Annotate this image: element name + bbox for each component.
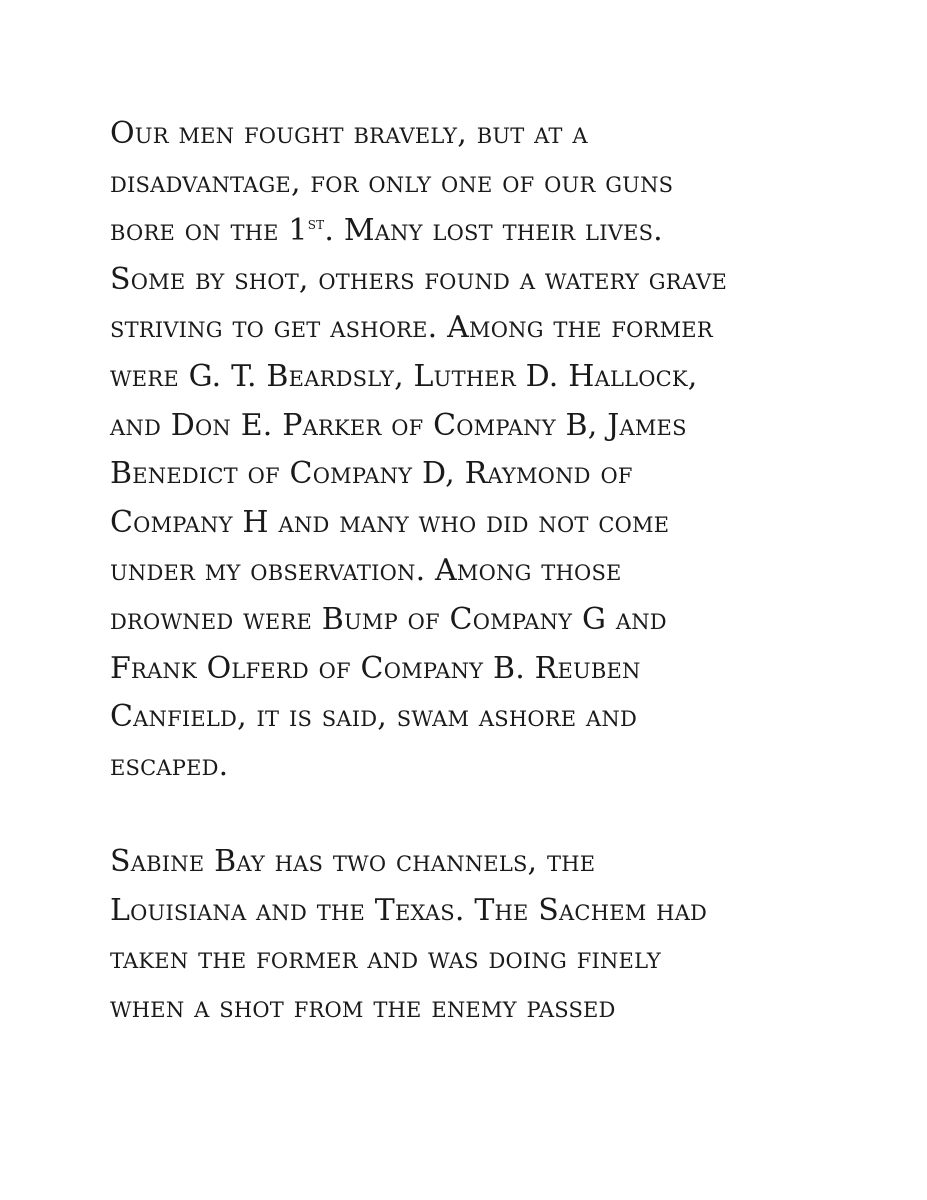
text-segment: bore on the 1 [110,213,308,249]
text-line: under my observation. Among those [110,553,622,589]
text-line: taken the former and was doing finely [110,941,661,977]
text-line: Frank Olferd of Company B. Reuben [110,650,641,686]
text-line: Company H and many who did not come [110,504,670,540]
text-line: escaped. [110,747,229,783]
text-line: Canfield, it is said, swam ashore and [110,699,638,735]
text-line: when a shot from the enemy passed [110,989,616,1025]
text-line: Benedict of Company D, Raymond of [110,456,633,492]
text-line [110,207,830,256]
text-line: Some by shot, others found a watery grave [110,261,727,297]
ordinal-superscript: st [307,214,325,234]
text-line: and Don E. Parker of Company B, James [110,407,687,443]
text-line: were G. T. Beardsly, Luther D. Hallock, [110,358,698,394]
text-line: drowned were Bump of Company G and [110,601,667,637]
text-line: striving to get ashore. Among the former [110,310,713,346]
paragraph-2 [110,838,830,1032]
text-line: Sabine Bay has two channels, the [110,844,596,879]
text-line: disadvantage, for only one of our guns [110,164,674,200]
paragraph-1 [110,110,830,790]
text-segment: . Many lost their lives. [324,213,663,249]
text-line: Our men fought bravely, but at a [110,116,588,151]
text-line: Louisiana and the Texas. The Sachem had [110,892,708,928]
